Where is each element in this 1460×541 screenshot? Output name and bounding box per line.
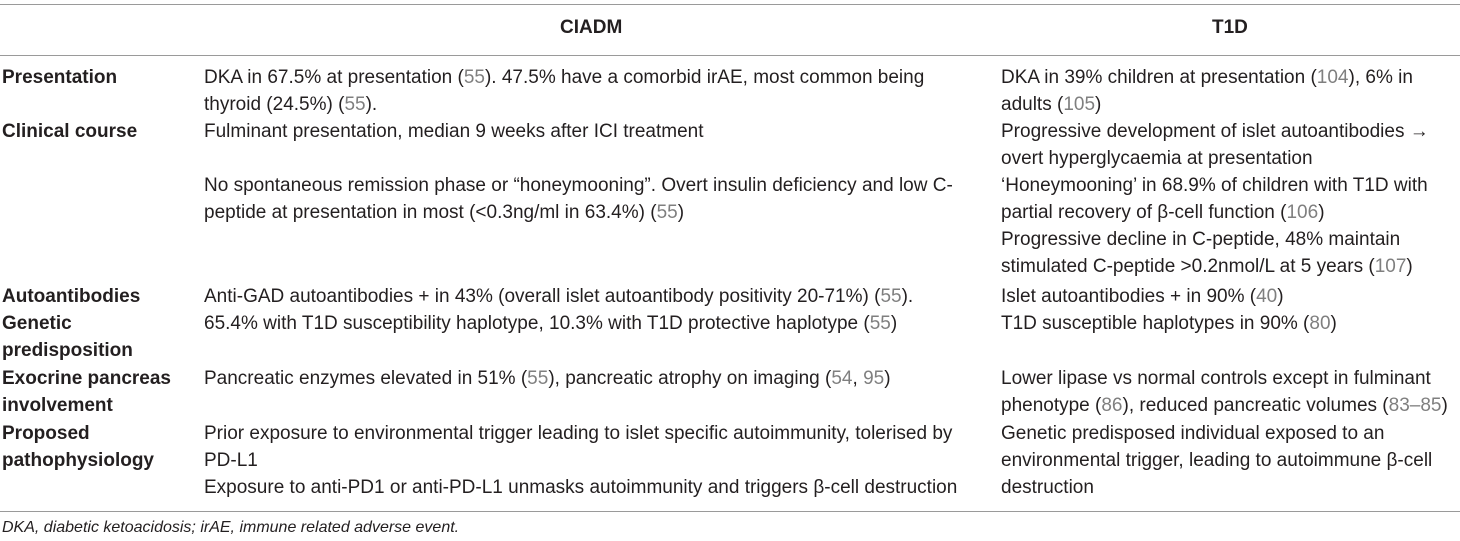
citation-link[interactable]: 40 bbox=[1256, 286, 1278, 307]
row-label: Autoantibodies bbox=[2, 286, 141, 307]
t1d-cell bbox=[1001, 64, 1457, 118]
cell-text: Progressive decline in C-peptide, 48% maintain stimulated C-peptide >0.2nmol/L at 5 years (107) bbox=[1001, 229, 1413, 277]
ciadm-cell bbox=[204, 283, 984, 310]
cell-text: Genetic predisposed individual exposed to an environmental trigger, leading to autoimmune β-cell destruction bbox=[1001, 423, 1433, 498]
citation-link[interactable]: 80 bbox=[1309, 313, 1331, 334]
cell-text: DKA in 67.5% at presentation (55). 47.5% have a comorbid irAE, most common being thyroid (24.5%) (55). bbox=[204, 67, 925, 115]
citation-link[interactable]: 55 bbox=[880, 286, 902, 307]
citation-link[interactable]: 55 bbox=[527, 368, 549, 389]
cell-text: T1D susceptible haplotypes in 90% (80) bbox=[1001, 313, 1337, 334]
citation-link[interactable]: 55 bbox=[463, 67, 485, 88]
ciadm-cell bbox=[204, 310, 984, 337]
cell-text: DKA in 39% children at presentation (104), 6% in adults (105) bbox=[1001, 67, 1413, 115]
t1d-cell bbox=[1001, 365, 1457, 419]
column-header-ciadm: CIADM bbox=[560, 17, 623, 38]
t1d-cell bbox=[1001, 310, 1457, 337]
table-bottom-rule bbox=[0, 511, 1460, 512]
header-rule bbox=[0, 55, 1460, 56]
cell-text: 65.4% with T1D susceptibility haplotype, 10.3% with T1D protective haplotype (55) bbox=[204, 313, 898, 334]
ciadm-cell bbox=[204, 365, 984, 392]
cell-text: Exposure to anti-PD1 or anti-PD-L1 unmasks autoimmunity and triggers β-cell destruction bbox=[204, 477, 958, 498]
cell-text: Pancreatic enzymes elevated in 51% (55), pancreatic atrophy on imaging (54, 95) bbox=[204, 368, 891, 389]
ciadm-cell bbox=[204, 420, 984, 501]
citation-link[interactable]: 107 bbox=[1374, 256, 1407, 277]
ciadm-cell bbox=[204, 118, 984, 226]
citation-link[interactable]: 86 bbox=[1101, 395, 1123, 416]
row-label: Clinical course bbox=[2, 121, 138, 142]
citation-link[interactable]: 55 bbox=[656, 202, 678, 223]
citation-link[interactable]: 95 bbox=[863, 368, 885, 389]
cell-text: Lower lipase vs normal controls except in fulminant phenotype (86), reduced pancreatic volumes (83–85) bbox=[1001, 368, 1448, 416]
row-label: Exocrine pancreas involvement bbox=[2, 368, 171, 416]
cell-text: Fulminant presentation, median 9 weeks after ICI treatment bbox=[204, 121, 704, 142]
cell-text: Progressive development of islet autoantibodies → overt hyperglycaemia at presentation bbox=[1001, 121, 1429, 169]
row-label: Genetic predisposition bbox=[2, 313, 133, 361]
citation-link[interactable]: 106 bbox=[1286, 202, 1319, 223]
cell-text: Anti-GAD autoantibodies + in 43% (overall islet autoantibody positivity 20-71%) (55). bbox=[204, 286, 914, 307]
column-header-t1d: T1D bbox=[1212, 17, 1248, 38]
table-footnote: DKA, diabetic ketoacidosis; irAE, immune related adverse event. bbox=[2, 519, 460, 536]
citation-link[interactable]: 83–85 bbox=[1388, 395, 1442, 416]
citation-link[interactable]: 104 bbox=[1316, 67, 1349, 88]
citation-link[interactable]: 105 bbox=[1063, 94, 1096, 115]
cell-text: Islet autoantibodies + in 90% (40) bbox=[1001, 286, 1284, 307]
cell-text: ‘Honeymooning’ in 68.9% of children with T1D with partial recovery of β-cell function (106) bbox=[1001, 175, 1428, 223]
cell-text: Prior exposure to environmental trigger leading to islet specific autoimmunity, tolerised by PD-L1 bbox=[204, 423, 953, 471]
ciadm-cell bbox=[204, 64, 984, 118]
citation-link[interactable]: 54 bbox=[831, 368, 853, 389]
row-label: Presentation bbox=[2, 67, 118, 88]
cell-text: No spontaneous remission phase or “honeymooning”. Overt insulin deficiency and low C-peptide at presentation in most (<0.3ng/ml in 63.4%) (55) bbox=[204, 175, 953, 223]
row-label: Proposed pathophysiology bbox=[2, 423, 154, 471]
t1d-cell bbox=[1001, 118, 1457, 280]
t1d-cell bbox=[1001, 283, 1457, 310]
citation-link[interactable]: 55 bbox=[344, 94, 366, 115]
t1d-cell bbox=[1001, 420, 1457, 501]
table-top-rule bbox=[0, 4, 1460, 5]
citation-link[interactable]: 55 bbox=[869, 313, 891, 334]
